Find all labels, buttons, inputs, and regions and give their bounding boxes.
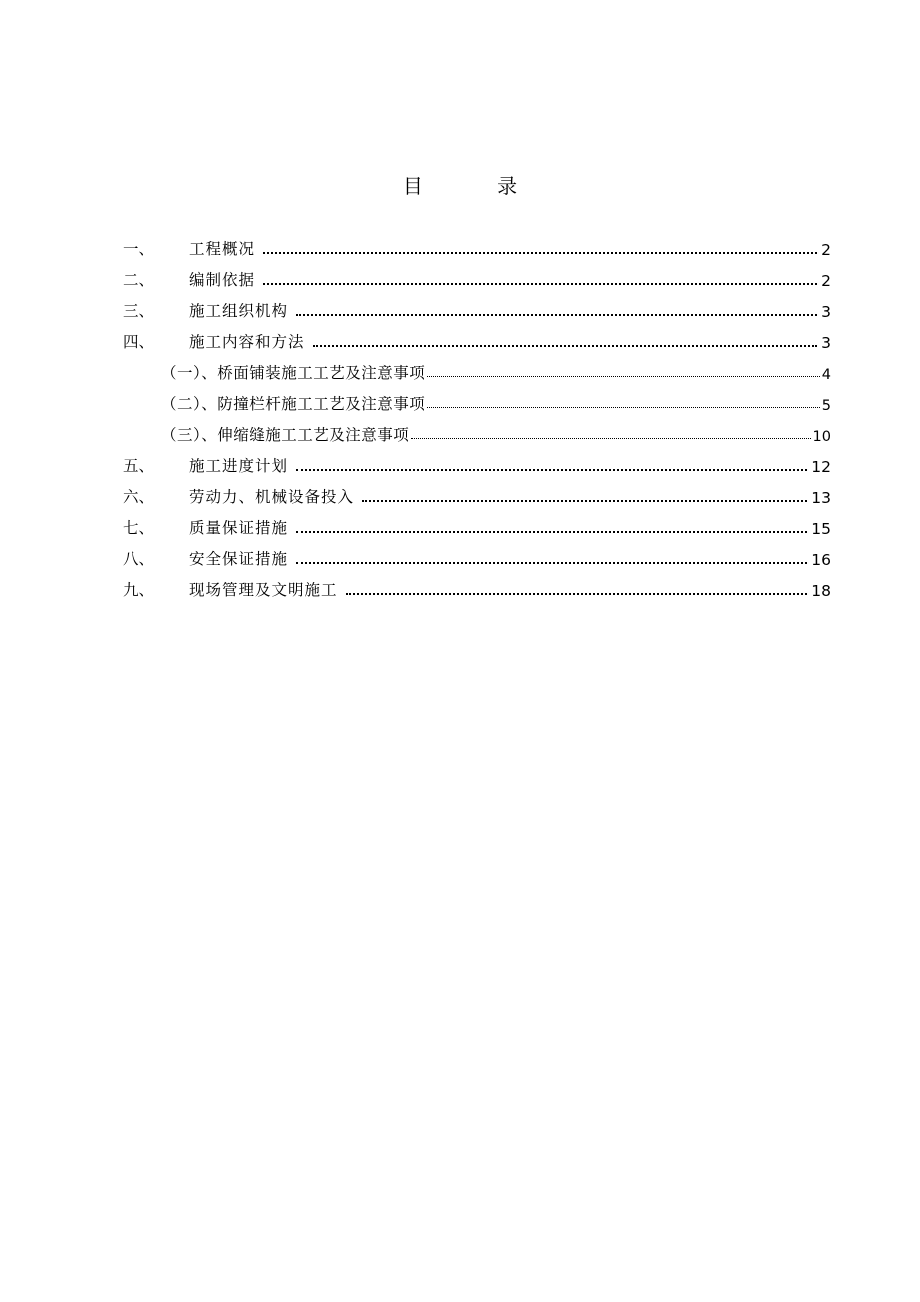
toc-subentry-3[interactable] — [123, 414, 831, 445]
toc-entry-number: 二、 — [123, 271, 155, 289]
toc-subentry-1[interactable] — [123, 352, 831, 383]
toc-entry-number: 六、 — [123, 488, 155, 506]
toc-entry-3[interactable] — [123, 290, 831, 321]
toc-entry-9[interactable] — [123, 569, 831, 600]
toc-entry-page: 15 — [811, 520, 831, 538]
toc-entry-page: 2 — [821, 272, 831, 290]
toc-entry-number: 三、 — [123, 302, 155, 320]
toc-entry-page: 3 — [821, 303, 831, 321]
dot-leader — [427, 407, 820, 408]
toc-entry-text: 施工进度计划 — [189, 457, 289, 475]
toc-subentry-2[interactable] — [123, 383, 831, 414]
toc-entry-1[interactable] — [123, 228, 831, 259]
toc-entry-4[interactable] — [123, 321, 831, 352]
toc-entry-text: 安全保证措施 — [189, 550, 289, 568]
toc-entry-text: 编制依据 — [189, 271, 256, 289]
dot-leader — [346, 593, 808, 595]
toc-subentry-page: 5 — [821, 398, 831, 414]
dot-leader — [427, 376, 820, 377]
toc-entry-text: 现场管理及文明施工 — [189, 581, 338, 599]
dot-leader — [296, 531, 807, 533]
dot-leader — [313, 345, 818, 347]
toc-entry-number: 四、 — [123, 333, 155, 351]
toc-entry-text: 工程概况 — [189, 240, 256, 258]
toc-subentry-text: （三）、伸缩缝施工工艺及注意事项 — [161, 426, 410, 444]
toc-subentry-text: （一）、桥面铺装施工工艺及注意事项 — [161, 364, 426, 382]
toc-entry-page: 3 — [821, 334, 831, 352]
table-of-contents — [123, 228, 831, 600]
toc-title: 目 录 — [402, 174, 552, 198]
toc-entry-number: 九、 — [123, 581, 155, 599]
toc-entry-number: 一、 — [123, 240, 155, 258]
toc-entry-2[interactable] — [123, 259, 831, 290]
toc-subentry-page: 10 — [812, 429, 831, 445]
toc-entry-5[interactable] — [123, 445, 831, 476]
toc-entry-text: 质量保证措施 — [189, 519, 289, 537]
toc-entry-8[interactable] — [123, 538, 831, 569]
toc-entry-text: 劳动力、机械设备投入 — [189, 488, 355, 506]
toc-entry-number: 八、 — [123, 550, 155, 568]
dot-leader — [296, 469, 807, 471]
toc-entry-number: 七、 — [123, 519, 155, 537]
toc-entry-page: 13 — [811, 489, 831, 507]
dot-leader — [263, 252, 817, 254]
dot-leader — [411, 438, 810, 439]
toc-entry-page: 2 — [821, 241, 831, 259]
toc-subentry-page: 4 — [821, 367, 831, 383]
toc-entry-text: 施工内容和方法 — [189, 333, 305, 351]
dot-leader — [263, 283, 817, 285]
toc-entry-7[interactable] — [123, 507, 831, 538]
toc-entry-number: 五、 — [123, 457, 155, 475]
dot-leader — [362, 500, 807, 502]
toc-entry-6[interactable] — [123, 476, 831, 507]
toc-entry-page: 12 — [811, 458, 831, 476]
toc-entry-page: 16 — [811, 551, 831, 569]
toc-entry-page: 18 — [811, 582, 831, 600]
toc-entry-text: 施工组织机构 — [189, 302, 289, 320]
toc-subentry-text: （二）、防撞栏杆施工工艺及注意事项 — [161, 395, 426, 413]
dot-leader — [296, 562, 807, 564]
dot-leader — [296, 314, 817, 316]
